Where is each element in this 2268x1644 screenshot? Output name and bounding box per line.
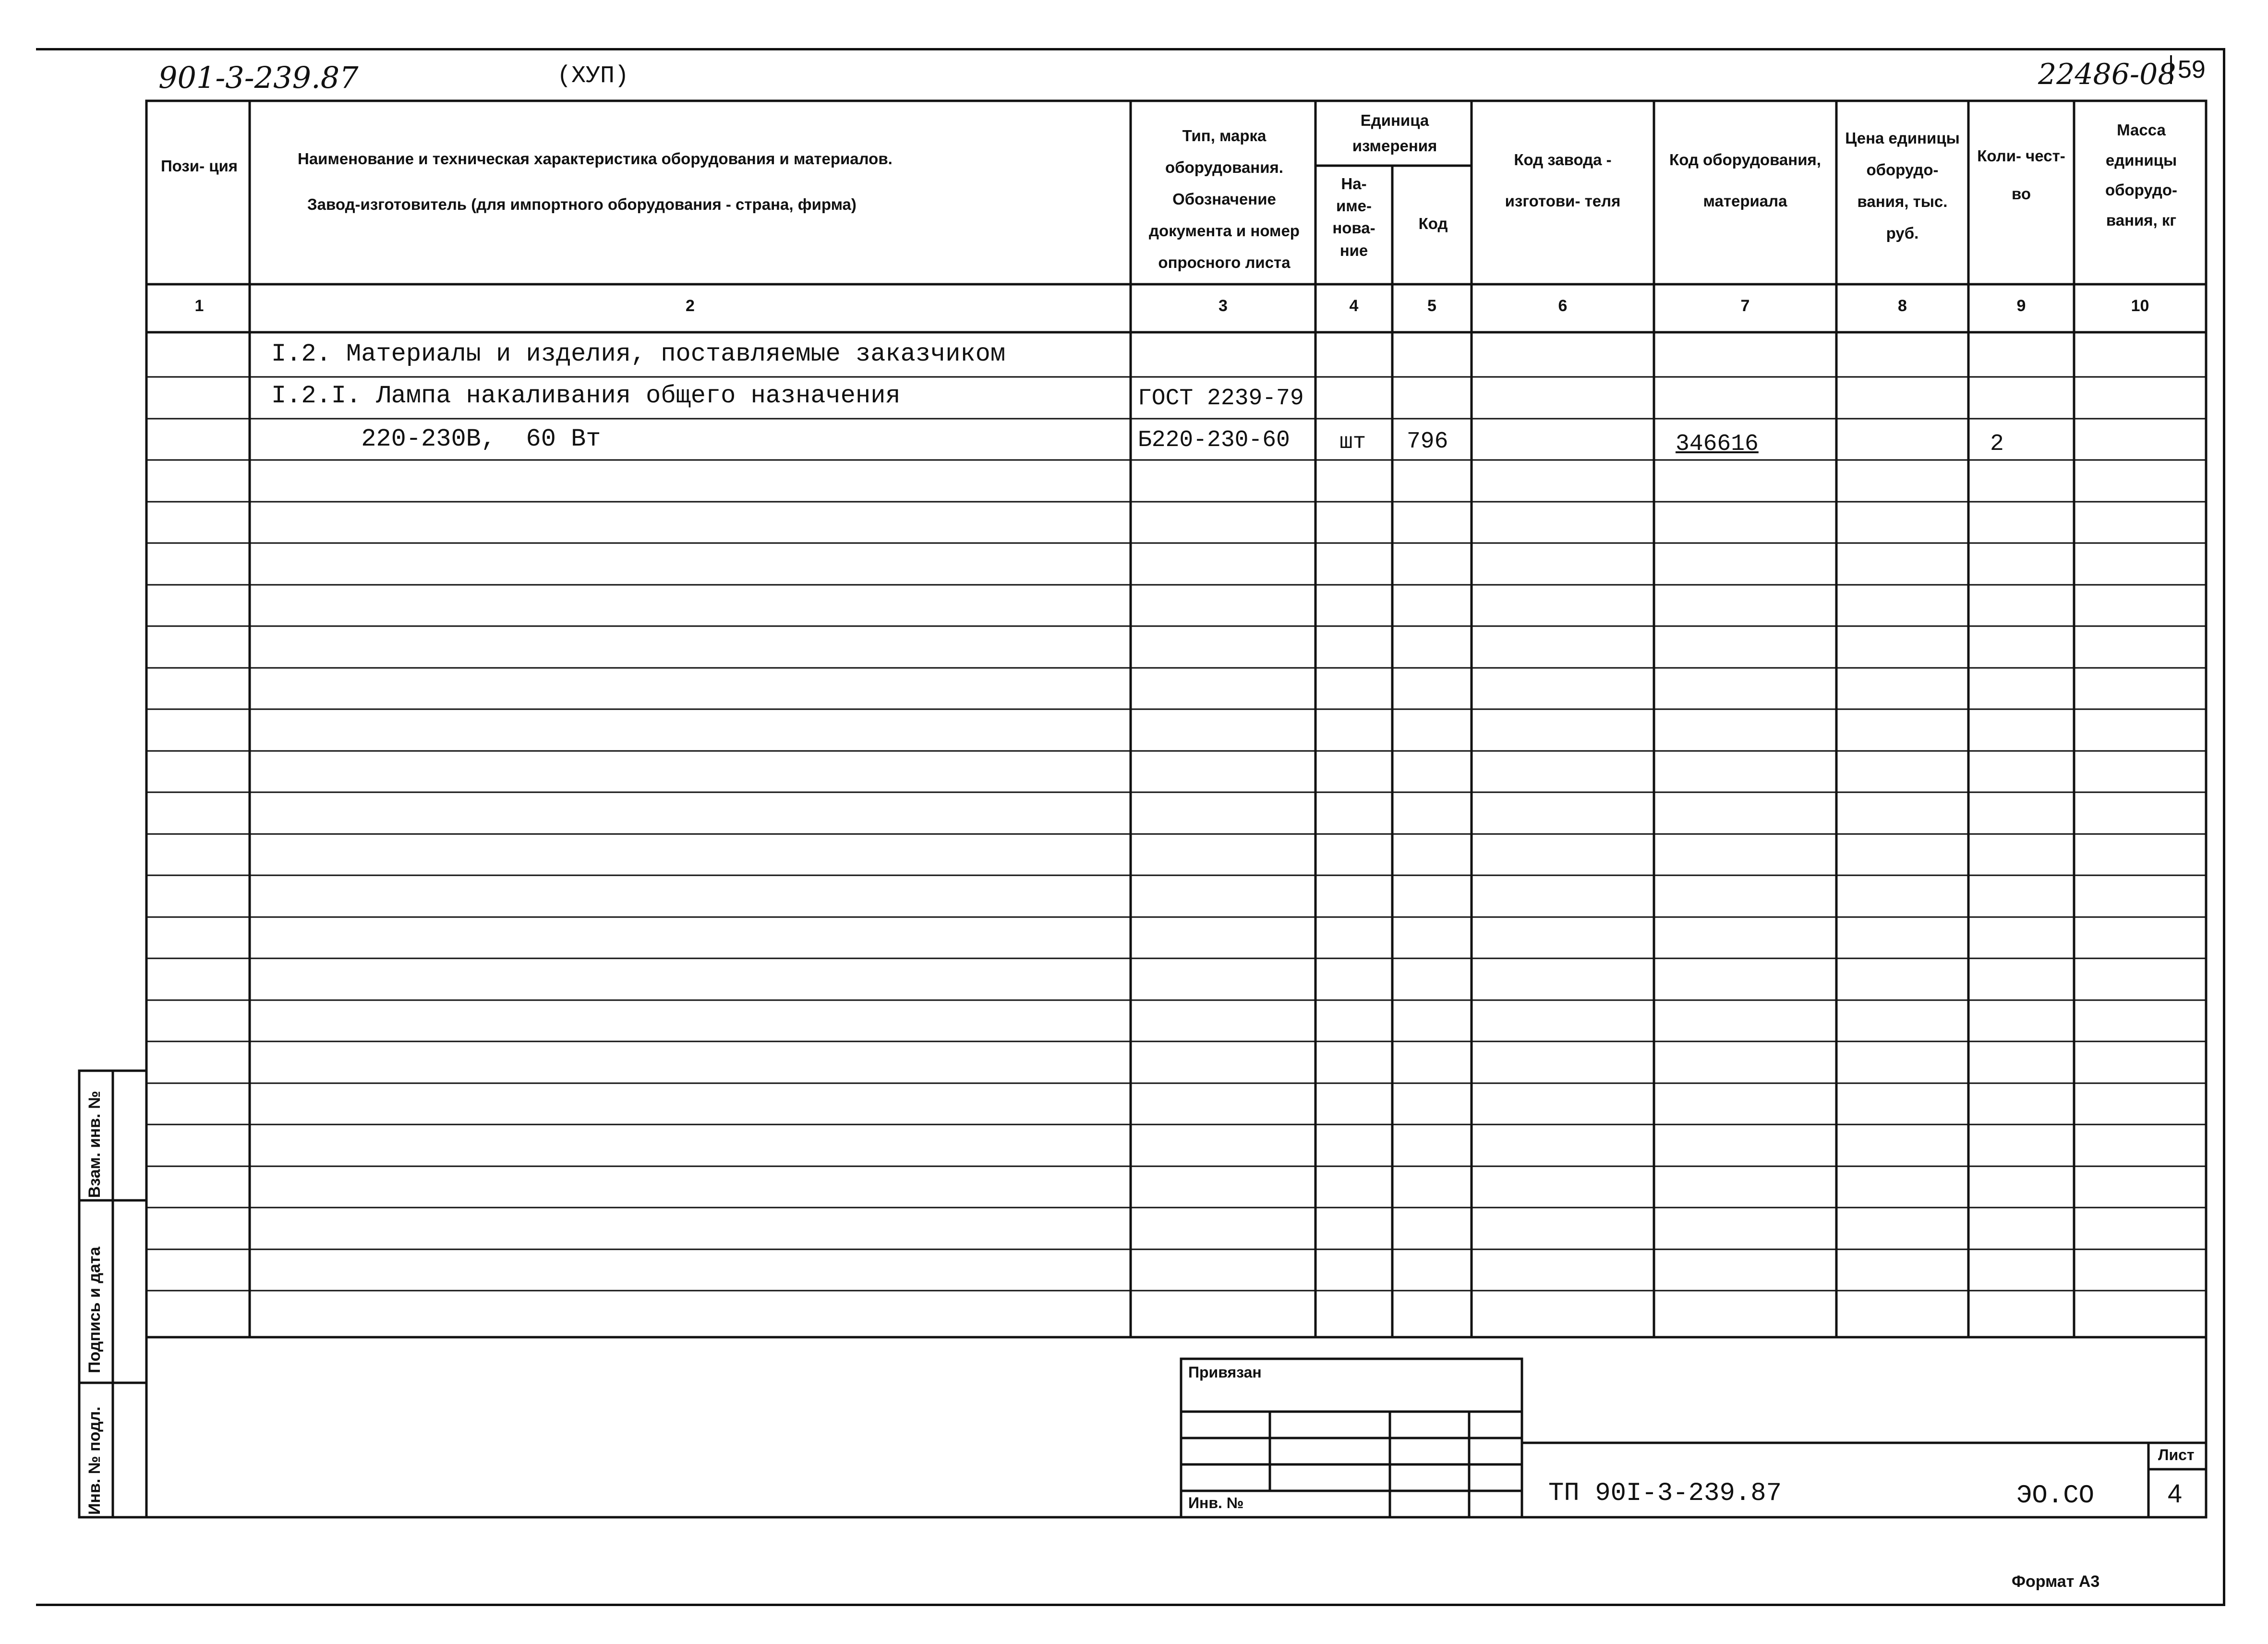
stamp-sheet-code: ЭО.СО — [2016, 1481, 2095, 1511]
header-price: Цена единицы оборудо- вания, тыс. руб. — [1845, 129, 1960, 242]
col-num-3: 3 — [1218, 297, 1228, 315]
stamp-doc-code: ТП 90I-3-239.87 — [1548, 1479, 1782, 1508]
stamp-inv: Инв. № — [1188, 1494, 1244, 1511]
side-label-inv-orig: Инв. № подл. — [85, 1406, 104, 1515]
header-factory-code: Код завода - изготови- теля — [1505, 151, 1621, 210]
header-unit: Единица измерения — [1352, 111, 1437, 155]
section-label: (ХУП) — [557, 62, 629, 90]
header-unit-name: На- име- нова- ние — [1332, 175, 1375, 259]
col-num-6: 6 — [1558, 297, 1568, 315]
col-num-1: 1 — [194, 297, 204, 315]
col-num-5: 5 — [1427, 297, 1436, 315]
row2-name: I.2.I. Лампа накаливания общего назначения — [271, 382, 901, 410]
left-document-code: 901-3-239.87 — [158, 60, 359, 95]
page-number: 59 — [2170, 55, 2211, 84]
header-qty: Коли- чест- во — [1977, 147, 2065, 203]
col-num-9: 9 — [2016, 297, 2026, 315]
stamp-sheet-label: Лист — [2158, 1446, 2195, 1463]
col-num-2: 2 — [686, 297, 695, 315]
stamp-sheet-number: 4 — [2168, 1479, 2183, 1508]
row3-name: 220-230В, 60 Вт — [271, 425, 601, 453]
header-equip-code: Код оборудования, материала — [1669, 151, 1821, 210]
header-unit-code: Код — [1418, 215, 1448, 232]
header-position: Пози- ция — [160, 157, 238, 175]
header-mass: Масса единицы оборудо- вания, кг — [2105, 121, 2178, 230]
row3-equip-code: 346616 — [1676, 431, 1759, 457]
header-name-line1: Наименование и техническая характеристика оборудования и материалов. — [298, 150, 893, 168]
row3-type: Б220-230-60 — [1138, 427, 1290, 453]
col-num-10: 10 — [2131, 297, 2149, 315]
stamp-bound: Привязан — [1188, 1364, 1262, 1381]
side-label-inv: Взам. инв. № — [85, 1090, 104, 1198]
side-label-sign-date: Подпись и дата — [85, 1246, 104, 1373]
format-label: Формат А3 — [2012, 1572, 2100, 1591]
col-num-8: 8 — [1898, 297, 1907, 315]
row2-type: ГОСТ 2239-79 — [1138, 386, 1304, 411]
row3-qty: 2 — [1990, 431, 2004, 457]
row3-code: 796 — [1407, 429, 1448, 455]
header-type: Тип, марка оборудования. Обозначение документа и номер опросного листа — [1149, 127, 1300, 271]
col-num-7: 7 — [1740, 297, 1750, 315]
col-num-4: 4 — [1349, 297, 1359, 315]
row1-name: I.2. Материалы и изделия, поставляемые заказчиком — [271, 340, 1006, 368]
right-document-code: 22486-08 — [2038, 58, 2176, 91]
header-name-line2: Завод-изготовитель (для импортного оборудования - страна, фирма) — [307, 195, 857, 213]
row3-unit: шт — [1339, 430, 1366, 455]
